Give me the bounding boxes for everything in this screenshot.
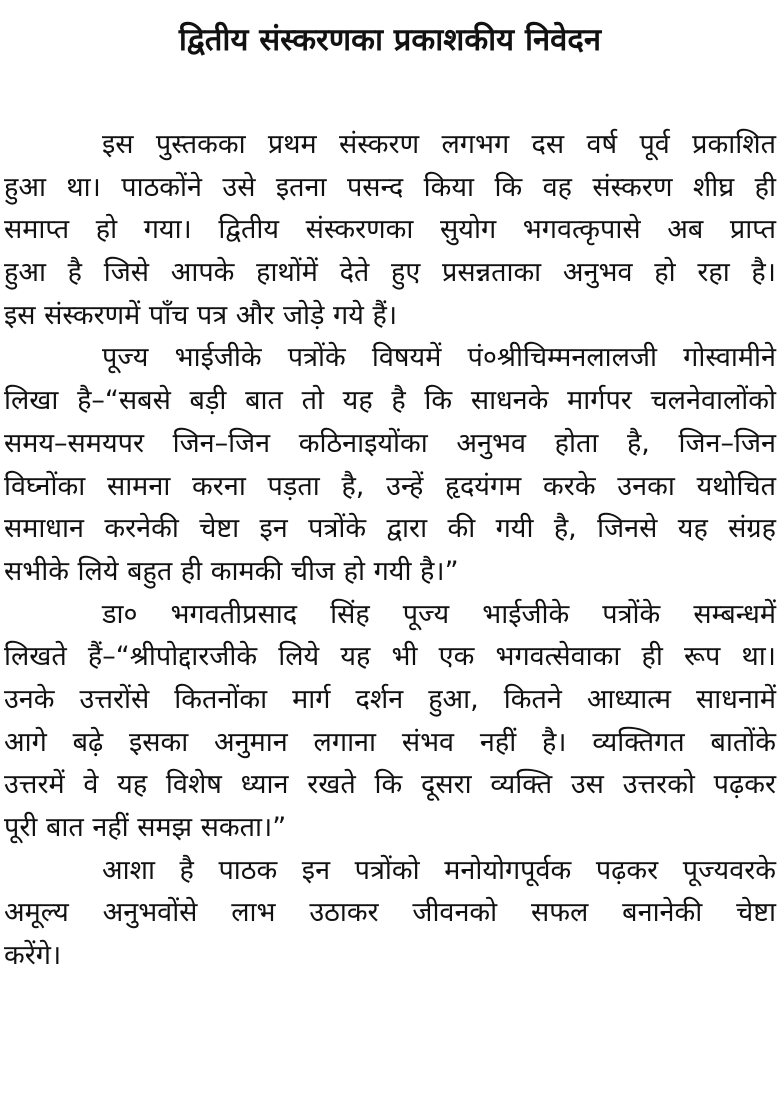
text-line: हुआ है जिसे आपके हाथोंमें देते हुए प्रसन्नताका अनुभव हो रहा है।	[4, 257, 776, 289]
text-line: लिखा है–“सबसे बड़ी बात तो यह है कि साधनके मार्गपर चलनेवालोंको	[4, 385, 776, 417]
text-line: उत्तरमें वे यह विशेष ध्यान रखते कि दूसरा व्यक्ति उस उत्तरको पढ़कर	[4, 769, 776, 801]
text-line: समाप्त हो गया। द्वितीय संस्करणका सुयोग भगवत्कृपासे अब प्राप्त	[4, 214, 776, 246]
text-line: सभीके लिये बहुत ही कामकी चीज हो गयी है।”	[4, 555, 459, 587]
page-title: द्वितीय संस्करणका प्रकाशकीय निवेदन	[178, 22, 602, 58]
text-line: विघ्नोंका सामना करना पड़ता है, उन्हें हृदयंगम करके उनका यथोचित	[4, 470, 776, 502]
text-line: इस पुस्तकका प्रथम संस्करण लगभग दस वर्ष पूर्व प्रकाशित	[102, 129, 776, 160]
text-line: समाधान करनेकी चेष्टा इन पत्रोंके द्वारा की गयी है, जिनसे यह संग्रह	[4, 513, 776, 545]
text-line: डा० भगवतीप्रसाद सिंह पूज्य भाईजीके पत्रोंके सम्बन्धमें	[102, 598, 776, 630]
text-line: पूज्य भाईजीके पत्रोंके विषयमें पं०श्रीचिम्मनलालजी गोस्वामीने	[102, 342, 776, 374]
text-line: आशा है पाठक इन पत्रोंको मनोयोगपूर्वक पढ़कर पूज्यवरके	[102, 854, 776, 886]
text-line: पूरी बात नहीं समझ सकता।”	[4, 812, 287, 843]
text-line: लिखते हैं–“श्रीपोद्दारजीके लिये यह भी एक भगवत्सेवाका ही रूप था।	[4, 641, 776, 673]
text-line: करेंगे।	[4, 940, 62, 972]
text-line: इस संस्करणमें पाँच पत्र और जोड़े गये हैं।	[4, 299, 398, 331]
text-line: उनके उत्तरोंसे कितनोंका मार्ग दर्शन हुआ, कितने आध्यात्म साधनामें	[4, 683, 776, 715]
text-line: हुआ था। पाठकोंने उसे इतना पसन्द किया कि वह संस्करण शीघ्र ही	[4, 171, 776, 203]
text-line: समय–समयपर जिन–जिन कठिनाइयोंका अनुभव होता है, जिन–जिन	[4, 427, 776, 459]
text-line: अमूल्य अनुभवोंसे लाभ उठाकर जीवनको सफल बनानेकी चेष्टा	[4, 897, 776, 929]
text-line: आगे बढ़े इसका अनुमान लगाना संभव नहीं है। व्यक्तिगत बातोंके	[4, 726, 776, 758]
document-body	[4, 124, 776, 978]
